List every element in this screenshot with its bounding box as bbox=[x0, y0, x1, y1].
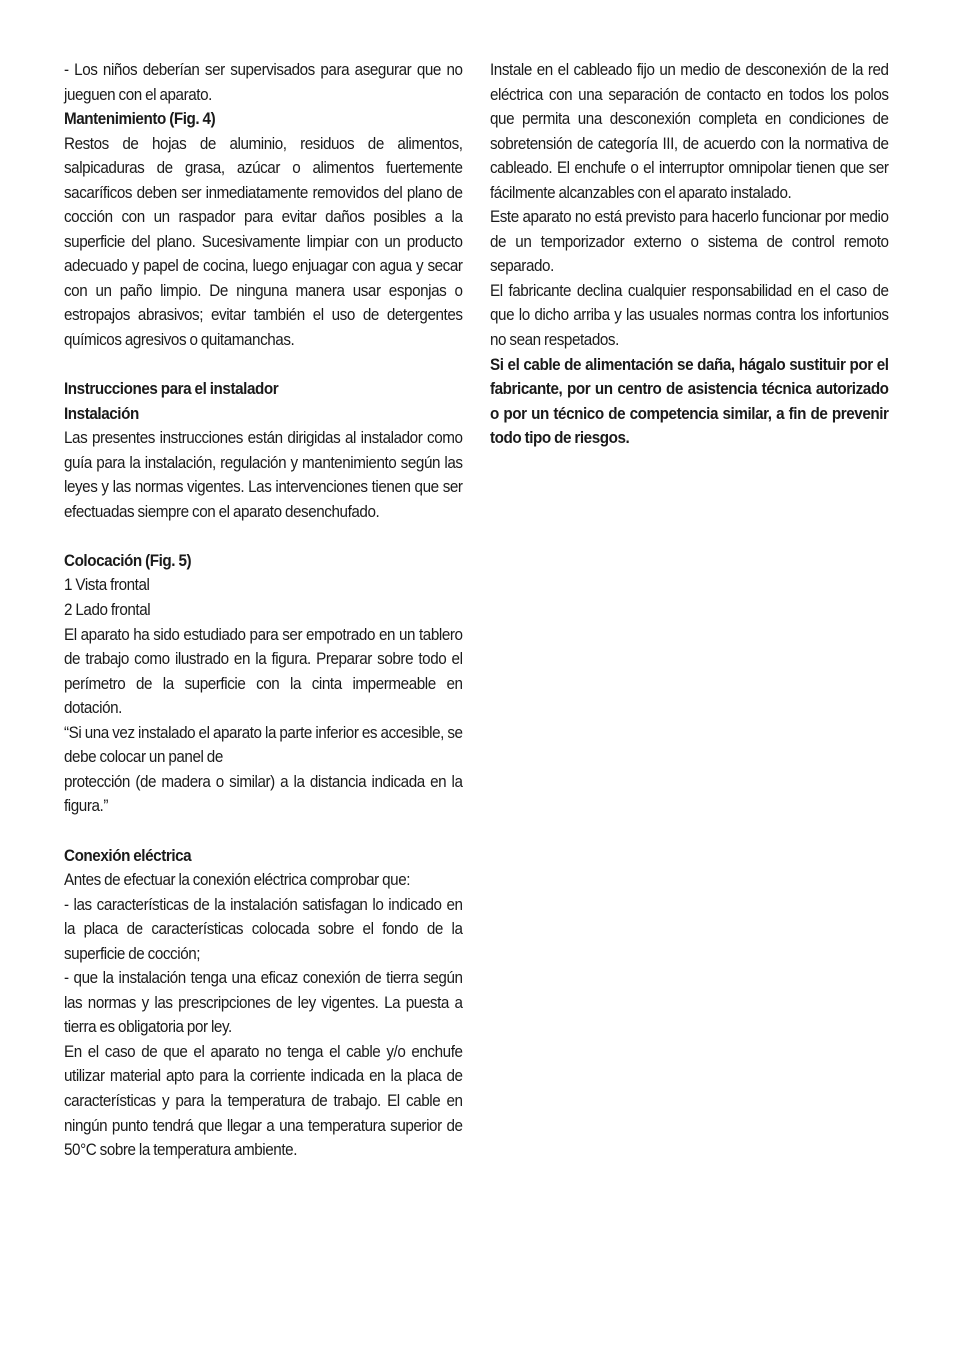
spacer bbox=[64, 524, 463, 549]
placement-item-front-side: 2 Lado frontal bbox=[64, 601, 151, 620]
placement-quote-part1: “Si una vez instalado el aparato la parte inferior es accesible, se debe colocar un panel de bbox=[64, 723, 463, 767]
disconnection-text: Instale en el cableado fijo un medio de desconexión de la red eléctrica con una separación de contacto en todos los polos que permita una desconexión completa en condiciones de sobretensión de categoría III, de acuerdo con la normativa de cableado. El enchufe o el interruptor omnipolar tienen que ser fácilmente alcanzables con el aparato instalado. bbox=[490, 61, 889, 202]
spacer bbox=[64, 353, 463, 378]
installation-heading: Instalación bbox=[64, 404, 139, 423]
power-cable-warning: Si el cable de alimentación se daña, hágalo sustituir por el fabricante, por un centro de asistencia técnica autorizado o por un técnico de competencia similar, a fin de prevenir todo tipo de riesgos. bbox=[490, 355, 889, 448]
maintenance-heading: Mantenimiento (Fig. 4) bbox=[64, 110, 216, 129]
placement-item-front-view: 1 Vista frontal bbox=[64, 576, 150, 595]
placement-heading: Colocación (Fig. 5) bbox=[64, 551, 192, 570]
right-column bbox=[490, 58, 889, 451]
installation-text: Las presentes instrucciones están dirigidas al instalador como guía para la instalación, regulación y mantenimiento según las leyes y las normas vigentes. Las intervenciones tienen que ser efectuadas siempre con el aparato desenchufado. bbox=[64, 429, 463, 521]
electric-check-item-2: - que la instalación tenga una eficaz conexión de tierra según las normas y las prescripciones de ley vigentes. La puesta a tierra es obligatoria por ley. bbox=[64, 969, 463, 1037]
installer-heading: Instrucciones para el instalador bbox=[64, 380, 279, 399]
placement-quote-part2: protección (de madera o similar) a la distancia indicada en la figura.” bbox=[64, 772, 463, 816]
left-column bbox=[64, 58, 463, 1163]
electric-check-item-1: - las características de la instalación satisfagan lo indicado en la placa de características colocada sobre el fondo de la superficie de cocción; bbox=[64, 895, 463, 963]
electric-cable-text: En el caso de que el aparato no tenga el cable y/o enchufe utilizar material apto para la corriente indicada en la placa de características y para la temperatura de trabajo. El cable en ningún punto tendrá que llegar a una temperatura superior de 50°C sobre la temperatura ambiente. bbox=[64, 1042, 463, 1160]
electric-connection-intro: Antes de efectuar la conexión eléctrica comprobar que: bbox=[64, 871, 411, 890]
placement-text: El aparato ha sido estudiado para ser empotrado en un tablero de trabajo como ilustrado en la figura. Preparar sobre todo el perímetro de la superficie con la cinta impermeable en dotación. bbox=[64, 625, 463, 718]
children-supervision-text: - Los niños deberían ser supervisados para asegurar que no jueguen con el aparato. bbox=[64, 61, 463, 104]
manufacturer-disclaimer-text: El fabricante declina cualquier responsabilidad en el caso de que lo dicho arriba y las usuales normas contra los infortunios no sean respetados. bbox=[490, 281, 889, 350]
electric-connection-heading: Conexión eléctrica bbox=[64, 846, 192, 865]
timer-notice-text: Este aparato no está previsto para hacerlo funcionar por medio de un temporizador externo o sistema de control remoto separado. bbox=[490, 208, 889, 276]
maintenance-text: Restos de hojas de aluminio, residuos de alimentos, salpicaduras de grasa, azúcar o alimentos fuertemente sacaríficos deben ser inmediatamente removidos del plano de cocción con un raspador para evitar daños posibles a la superficie del plano. Sucesivamente limpiar con un producto adecuado y papel de cocina, luego enjuagar con agua y secar con un paño limpio. De ninguna manera usar esponjas o estropajos abrasivos; evitar también el uso de detergentes químicos agresivos o quitamanchas. bbox=[64, 134, 463, 350]
spacer bbox=[64, 819, 463, 844]
